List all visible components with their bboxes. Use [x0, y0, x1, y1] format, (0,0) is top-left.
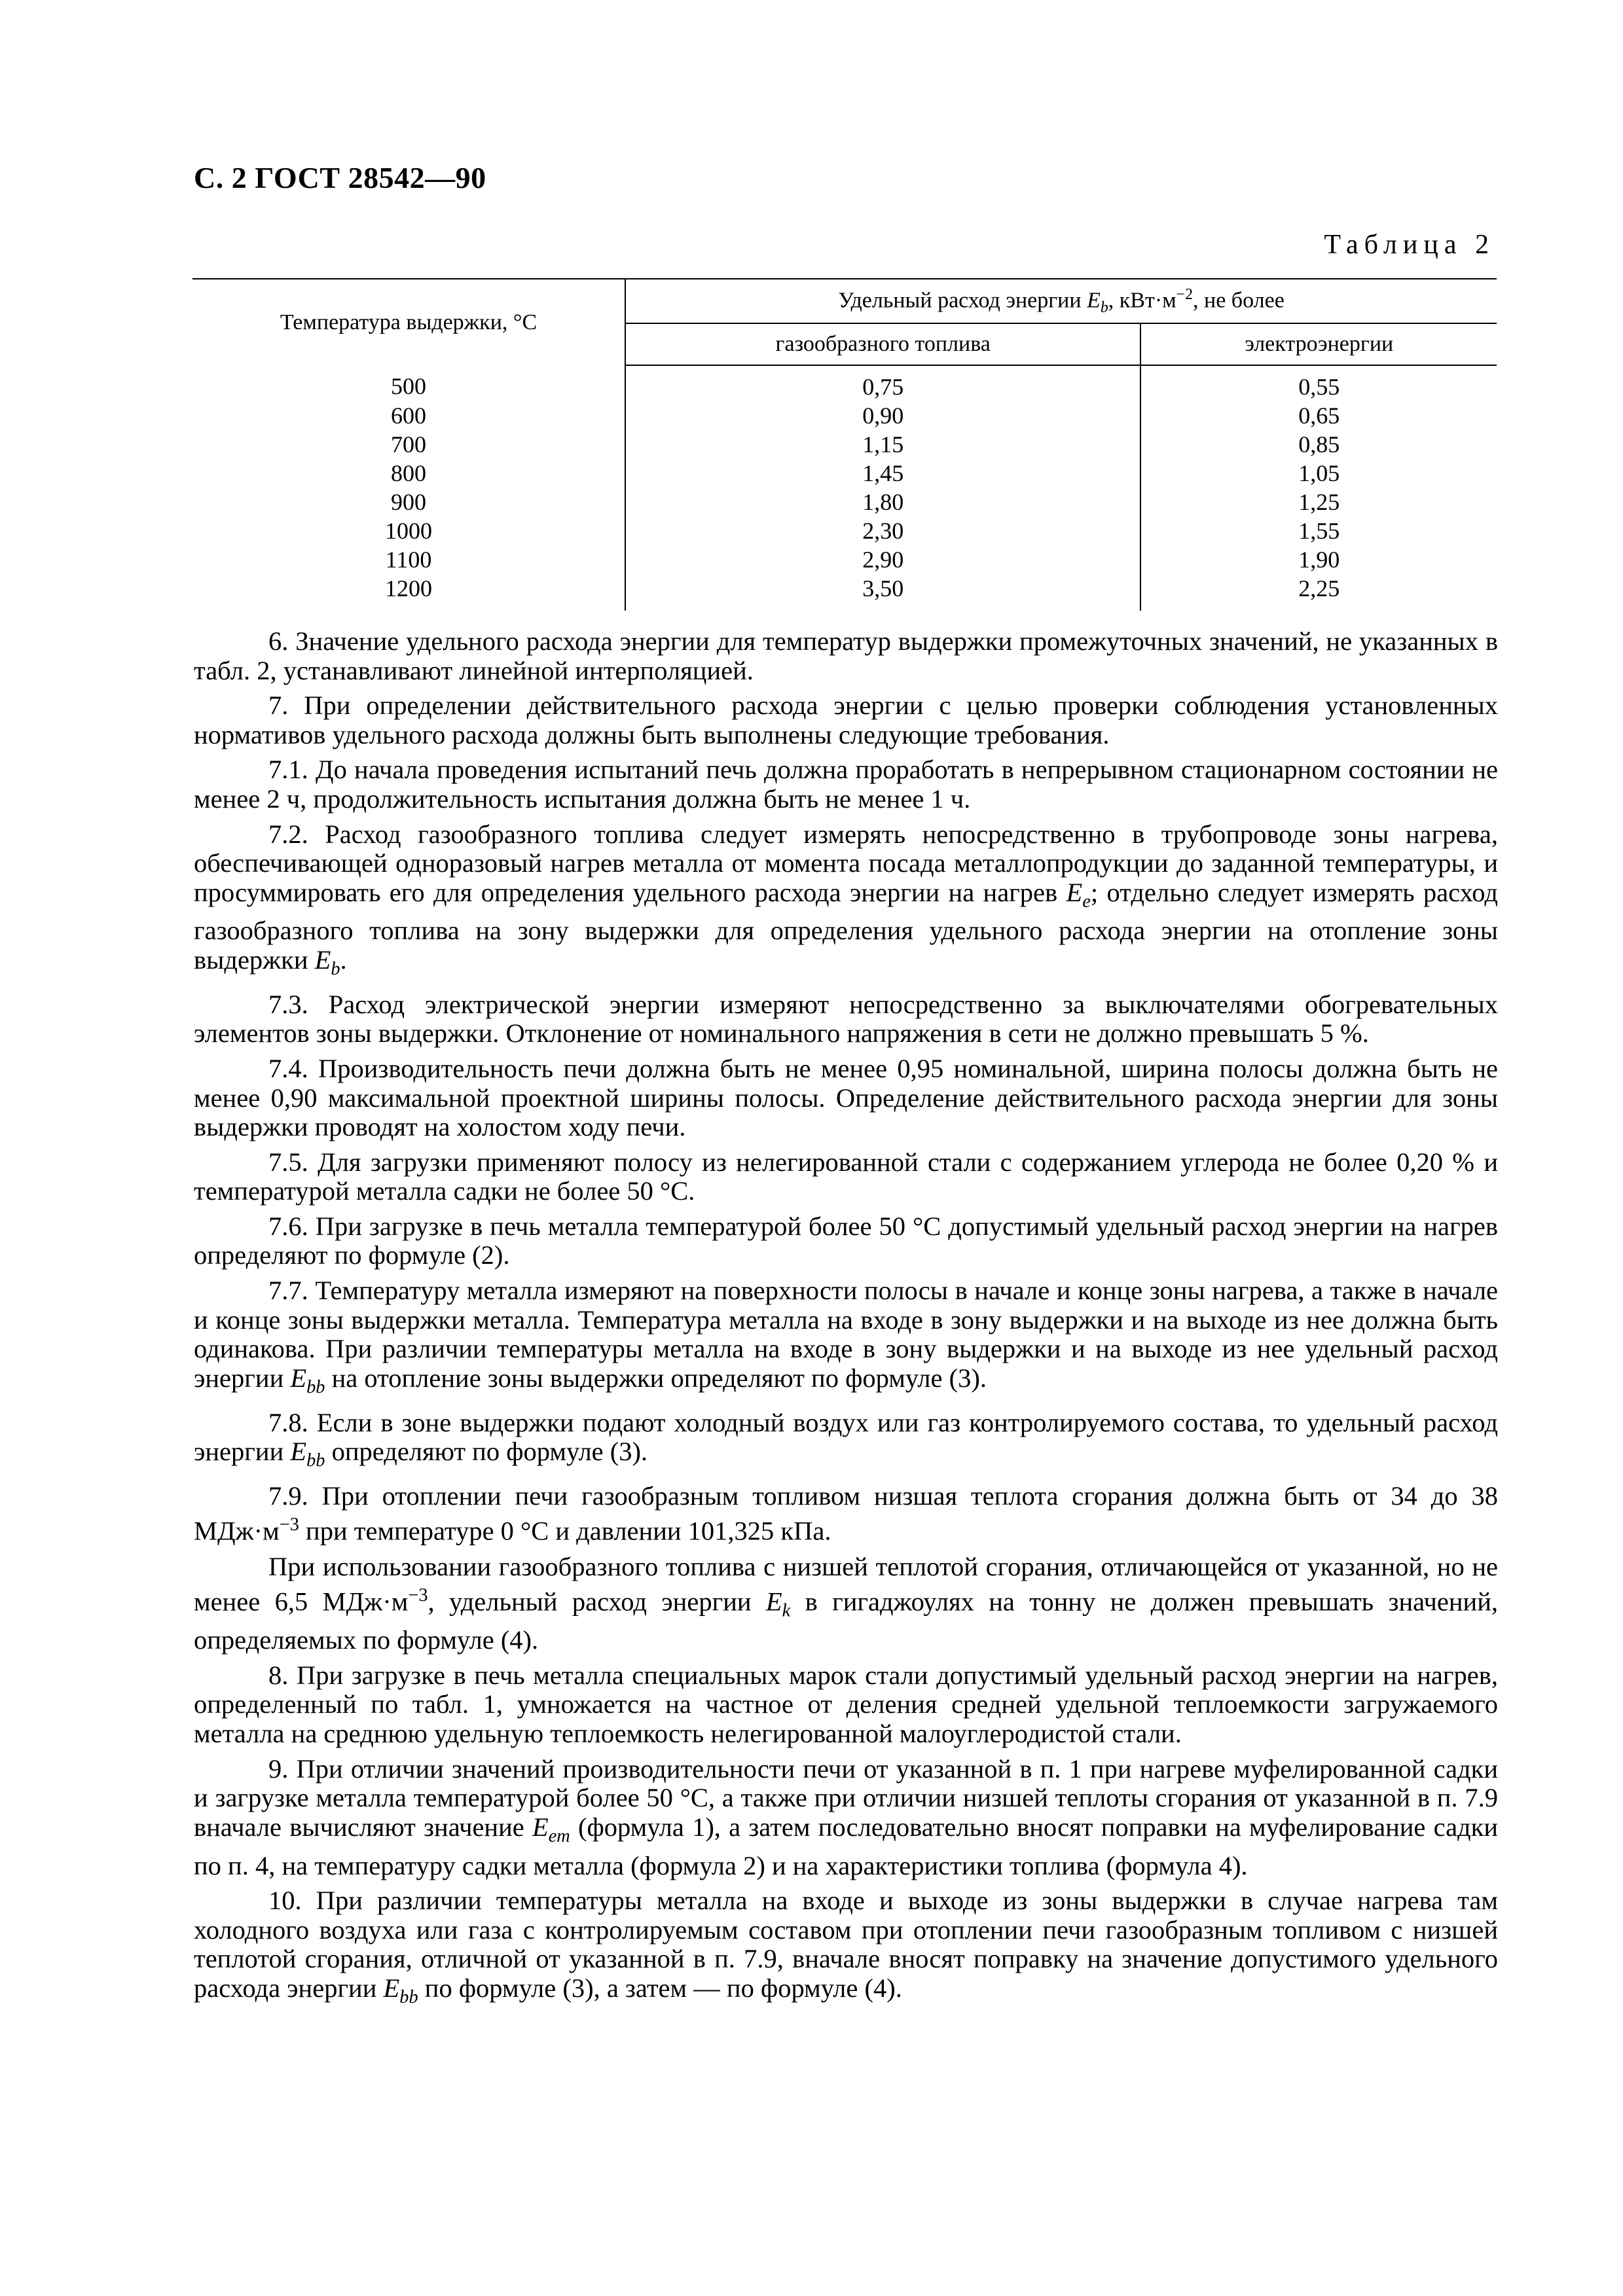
table-row	[192, 459, 1497, 488]
table-row	[192, 545, 1497, 574]
paragraph-9: 9. При отличии значений производительности печи от указанной в п. 1 при нагреве муфелированной садки и загрузке металла температурой более 50 °С, а также при отличии низшей теплоты сгорания от указанной в п. 7.9 вначале вычисляют значение $E_{em}$ (формула 1), а затем последовательно вносят поправки на муфелирование садки по п. 4, на температуру садки металла (формула 2) и на характеристики топлива (формула 4).	[194, 1753, 1498, 1880]
paragraph-7-4: 7.4. Производительность печи должна быть не менее 0,95 номинальной, ширина полосы должна быть не менее 0,90 максимальной проектной ширины полосы. Определение действительного расхода энергии для зоны выдержки проводят на холостом ходу печи.	[194, 1053, 1498, 1142]
paragraph-7-8: 7.8. Если в зоне выдержки подают холодный воздух или газ контролируемого состава, то удельный расход энергии $E_{bb}$ определяют по формуле (3).	[194, 1407, 1498, 1471]
paragraph-7-2: 7.2. Расход газообразного топлива следует измерять непосредственно в трубопроводе зоны нагрева, обеспечивающей одноразовый нагрев металла от момента посада металлопродукции до заданной температуры, и просуммировать его для определения удельного расхода энергии на нагрев $E_e$; отдельно следует измерять расход газообразного топлива на зону выдержки для определения удельного расхода энергии на отопление зоны выдержки $E_b$.	[194, 819, 1498, 980]
cell-elec: 1,05	[1298, 460, 1340, 486]
cell-elec: 1,25	[1298, 489, 1340, 515]
cell-temp: 1000	[192, 516, 625, 545]
paragraph-10: 10. При различии температуры металла на входе и выходе из зоны выдержки в случае нагрева там холодного воздуха или газа с контролируемым составом при отоплении печи газообразным топливом с низшей теплотой сгорания, отличной от указанной в п. 7.9, вначале вносят поправку на значение допустимого удельного расхода энергии $E_{bb}$ по формуле (3), а затем — по формуле (4).	[194, 1886, 1498, 2007]
paragraph-7-5: 7.5. Для загрузки применяют полосу из нелегированной стали с содержанием углерода не более 0,20 % и температурой металла садки не более 50 °С.	[194, 1147, 1498, 1206]
group-header: Удельный расход энергии $E_b$, $кВт\cdot м^{-2}$, не более	[625, 279, 1497, 323]
table-row	[192, 488, 1497, 516]
cell-temp: 1100	[192, 545, 625, 574]
cell-temp: 700	[192, 430, 625, 459]
cell-gas: 2,30	[625, 516, 1140, 545]
table-row	[192, 430, 1497, 459]
cell-elec: 1,55	[1298, 518, 1340, 544]
cell-gas: 0,75	[625, 365, 1140, 401]
cell-elec: 1,90	[1298, 547, 1340, 573]
paragraph-7-1: 7.1. До начала проведения испытаний печь должна проработать в непрерывном стационарном состоянии не менее 2 ч, продолжительность испытания должна быть не менее 1 ч.	[194, 755, 1498, 814]
cell-gas: 3,50	[625, 574, 1140, 611]
paragraph-8: 8. При загрузке в печь металла специальных марок стали допустимый удельный расход энергии на нагрев, определенный по табл. 1, умножается на частное от деления средней удельной теплоемкости загружаемого металла на среднюю удельную теплоемкость нелегированной малоуглеродистой стали.	[194, 1660, 1498, 1749]
cell-temp: 800	[192, 459, 625, 488]
paragraph-7-9: 7.9. При отоплении печи газообразным топливом низшая теплота сгорания должна быть от 34 до 38 $МДж\cdot м^{-3}$ при температуре 0 °С и давлении 101,325 кПа.	[194, 1480, 1498, 1546]
cell-temp: 500	[192, 365, 625, 401]
table-row	[192, 574, 1497, 611]
cell-elec: 0,65	[1298, 403, 1340, 429]
cell-gas: 1,15	[625, 430, 1140, 459]
paragraph-7-6: 7.6. При загрузке в печь металла температурой более 50 °С допустимый удельный расход энергии на нагрев определяют по формуле (2).	[194, 1211, 1498, 1270]
cell-gas: 2,90	[625, 545, 1140, 574]
table-label: Таблица 2	[1324, 230, 1495, 260]
cell-gas: 0,90	[625, 401, 1140, 430]
table-row	[192, 401, 1497, 430]
cell-elec: 2,25	[1298, 575, 1340, 601]
paragraph-6: 6. Значение удельного расхода энергии для температур выдержки промежуточных значений, не указанных в табл. 2, устанавливают линейной интерполяцией.	[194, 626, 1498, 685]
col-header-gas: газообразного топлива	[625, 323, 1140, 365]
cell-gas: 1,45	[625, 459, 1140, 488]
cell-temp: 900	[192, 488, 625, 516]
table-row	[192, 516, 1497, 545]
energy-table	[192, 278, 1497, 611]
paragraph-7-7: 7.7. Температуру металла измеряют на поверхности полосы в начале и конце зоны нагрева, а также в начале и конце зоны выдержки металла. Температура металла на входе в зону выдержки и на выходе из нее должна быть одинакова. При различии температуры металла на входе в зону выдержки и на выходе из нее удельный расход энергии $E_{bb}$ на отопление зоны выдержки определяют по формуле (3).	[194, 1276, 1498, 1397]
cell-temp: 1200	[192, 574, 625, 611]
body-text	[194, 627, 1498, 2018]
col-header-elec: электроэнергии	[1140, 323, 1497, 365]
cell-temp: 600	[192, 401, 625, 430]
cell-elec: 0,85	[1298, 431, 1340, 457]
row-header: Температура выдержки, °С	[192, 279, 625, 365]
cell-gas: 1,80	[625, 488, 1140, 516]
paragraph-7-9-note: При использовании газообразного топлива с низшей теплотой сгорания, отличающейся от указанной, но не менее 6,5 $МДж\cdot м^{-3}$, удельный расход энергии $E_k$ в гигаджоулях на тонну не должен превышать значений, определяемых по формуле (4).	[194, 1551, 1499, 1655]
paragraph-7: 7. При определении действительного расхода энергии с целью проверки соблюдения установленных нормативов удельного расхода должны быть выполнены следующие требования.	[194, 691, 1498, 749]
paragraph-7-3: 7.3. Расход электрической энергии измеряют непосредственно за выключателями обогревательных элементов зоны выдержки. Отклонение от номинального напряжения в сети не должно превышать 5 %.	[194, 989, 1498, 1049]
cell-elec: 0,55	[1298, 374, 1340, 400]
page-header: С. 2 ГОСТ 28542—90	[194, 161, 486, 194]
table-row	[192, 365, 1497, 401]
